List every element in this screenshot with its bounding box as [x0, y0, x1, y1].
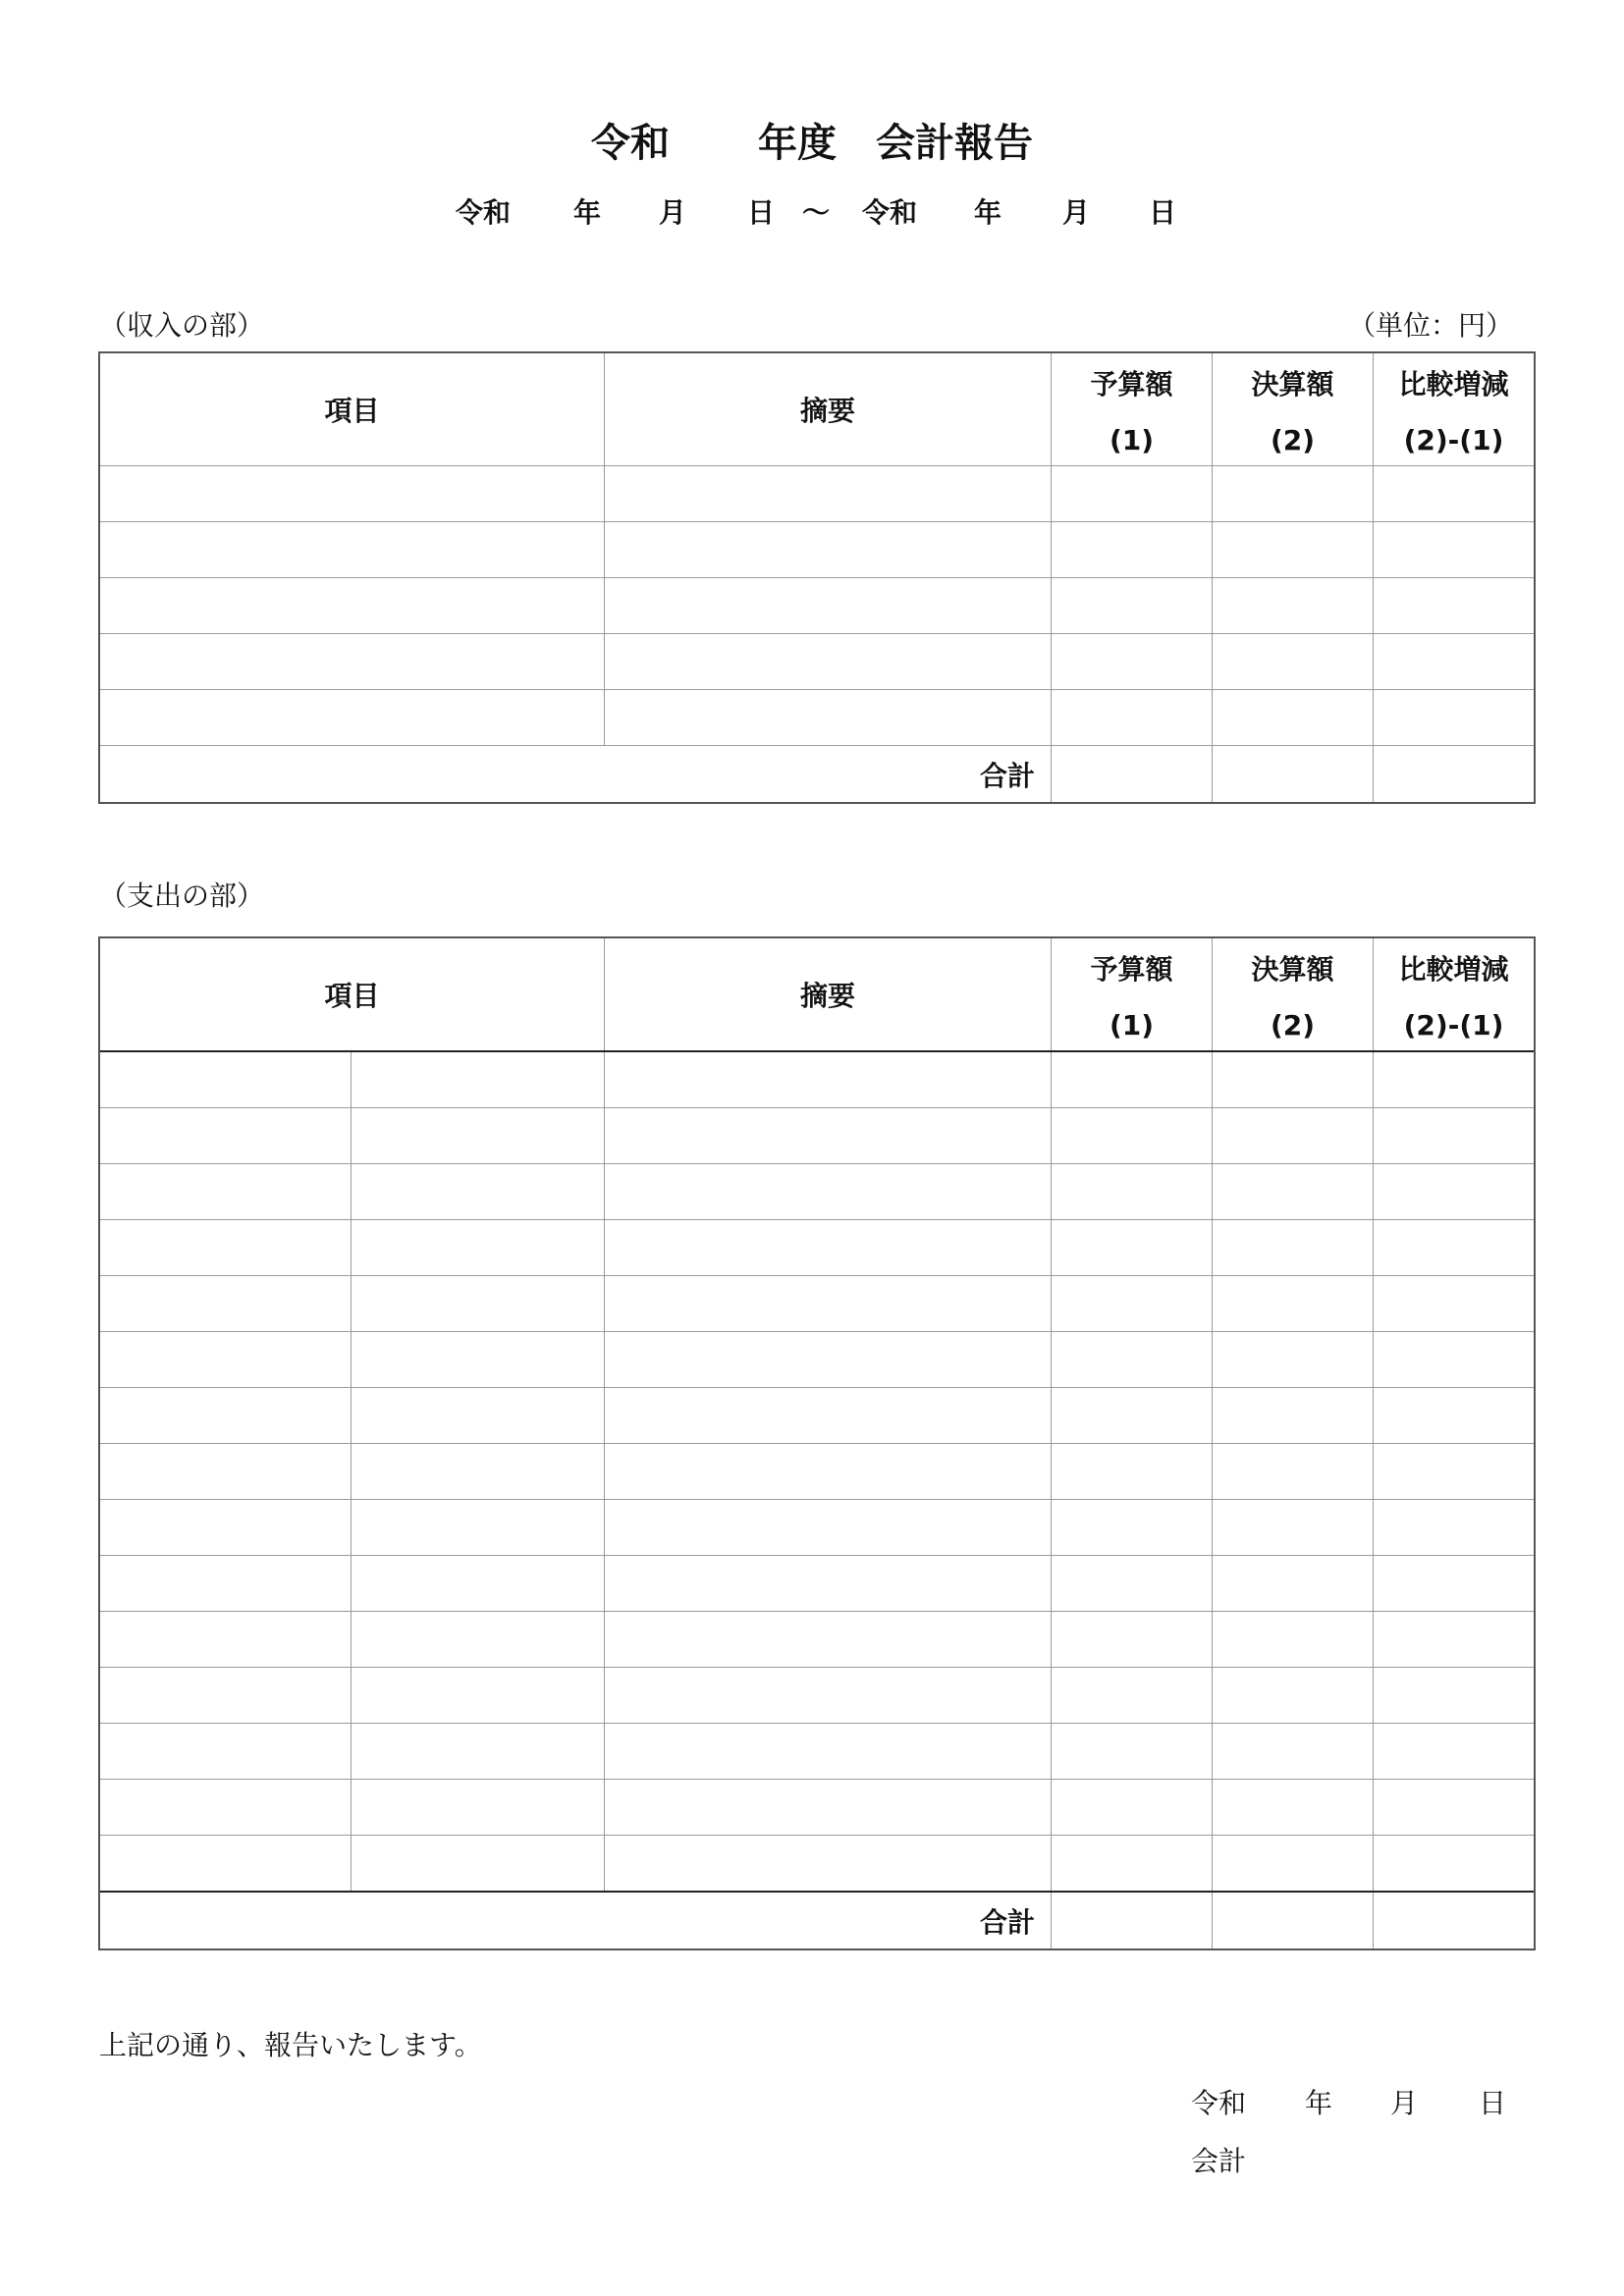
- footer-year: 年: [1305, 2087, 1333, 2119]
- expense-budget-cell[interactable]: [1052, 1108, 1213, 1164]
- period-era-end: 令和: [862, 196, 918, 229]
- expense-summary-cell[interactable]: [605, 1780, 1052, 1836]
- expense-category-cell[interactable]: [100, 1612, 352, 1668]
- income-actual-cell[interactable]: [1213, 466, 1374, 522]
- expense-summary-cell[interactable]: [605, 1724, 1052, 1780]
- expense-subitem-cell[interactable]: [352, 1836, 605, 1893]
- expense-diff-cell[interactable]: [1374, 1388, 1535, 1444]
- income-actual-cell[interactable]: [1213, 690, 1374, 746]
- expense-summary-cell[interactable]: [605, 1220, 1052, 1276]
- income-item-cell[interactable]: [100, 634, 605, 690]
- expense-subitem-cell[interactable]: [352, 1556, 605, 1612]
- income-summary-cell[interactable]: [605, 634, 1052, 690]
- expense-row: [100, 1332, 1535, 1388]
- expense-header-diff: 比較増減 (2)-(1): [1374, 938, 1535, 1052]
- income-diff-cell[interactable]: [1374, 578, 1535, 634]
- expense-row: [100, 1388, 1535, 1444]
- expense-category-cell[interactable]: [100, 1444, 352, 1500]
- income-budget-cell[interactable]: [1052, 466, 1213, 522]
- expense-row: [100, 1556, 1535, 1612]
- income-row: [100, 522, 1535, 578]
- expense-diff-cell[interactable]: [1374, 1668, 1535, 1724]
- expense-diff-cell[interactable]: [1374, 1612, 1535, 1668]
- expense-actual-cell[interactable]: [1213, 1276, 1374, 1332]
- expense-actual-cell[interactable]: [1213, 1556, 1374, 1612]
- expense-category-cell[interactable]: [100, 1836, 352, 1893]
- income-budget-cell[interactable]: [1052, 522, 1213, 578]
- expense-budget-cell[interactable]: [1052, 1612, 1213, 1668]
- expense-summary-cell[interactable]: [605, 1612, 1052, 1668]
- income-total-label: 合計: [100, 746, 1052, 803]
- expense-row: [100, 1276, 1535, 1332]
- expense-header-row: [100, 938, 1535, 1052]
- expense-diff-cell[interactable]: [1374, 1276, 1535, 1332]
- income-header-actual: 決算額 (2): [1213, 353, 1374, 466]
- expense-total-label: 合計: [100, 1892, 1052, 1949]
- expense-subitem-cell[interactable]: [352, 1220, 605, 1276]
- expense-budget-cell[interactable]: [1052, 1164, 1213, 1220]
- expense-summary-cell[interactable]: [605, 1388, 1052, 1444]
- expense-summary-cell[interactable]: [605, 1556, 1052, 1612]
- income-summary-cell[interactable]: [605, 690, 1052, 746]
- expense-row: [100, 1780, 1535, 1836]
- footer-era: 令和: [1191, 2087, 1247, 2119]
- income-row: [100, 578, 1535, 634]
- expense-total-budget[interactable]: [1052, 1892, 1213, 1949]
- expense-row: [100, 1836, 1535, 1893]
- expense-budget-cell[interactable]: [1052, 1332, 1213, 1388]
- expense-summary-cell[interactable]: [605, 1444, 1052, 1500]
- expense-budget-cell[interactable]: [1052, 1556, 1213, 1612]
- income-total-diff[interactable]: [1374, 746, 1535, 803]
- expense-category-cell[interactable]: [100, 1668, 352, 1724]
- period-day-start: 日: [747, 196, 776, 229]
- expense-category-cell[interactable]: [100, 1500, 352, 1556]
- expense-budget-cell[interactable]: [1052, 1668, 1213, 1724]
- expense-category-cell[interactable]: [100, 1220, 352, 1276]
- expense-diff-cell[interactable]: [1374, 1556, 1535, 1612]
- expense-header-budget: 予算額 (1): [1052, 938, 1213, 1052]
- expense-table: [99, 937, 1535, 1949]
- report-statement: 上記の通り、報告いたします。: [99, 2029, 482, 2061]
- income-header-diff: 比較増減 (2)-(1): [1374, 353, 1535, 466]
- expense-summary-cell[interactable]: [605, 1108, 1052, 1164]
- expense-budget-cell[interactable]: [1052, 1051, 1213, 1108]
- expense-budget-cell[interactable]: [1052, 1836, 1213, 1893]
- expense-budget-cell[interactable]: [1052, 1276, 1213, 1332]
- unit-label: （単位：円）: [1348, 309, 1514, 342]
- expense-budget-cell[interactable]: [1052, 1724, 1213, 1780]
- expense-diff-cell[interactable]: [1374, 1724, 1535, 1780]
- period-era-start: 令和: [456, 196, 512, 229]
- period-year-start: 年: [573, 196, 602, 229]
- period-day-end: 日: [1149, 196, 1177, 229]
- expense-diff-cell[interactable]: [1374, 1332, 1535, 1388]
- income-item-cell[interactable]: [100, 578, 605, 634]
- income-header-budget: 予算額 (1): [1052, 353, 1213, 466]
- expense-actual-cell[interactable]: [1213, 1444, 1374, 1500]
- expense-row: [100, 1220, 1535, 1276]
- expense-row: [100, 1444, 1535, 1500]
- income-budget-cell[interactable]: [1052, 690, 1213, 746]
- expense-diff-cell[interactable]: [1374, 1051, 1535, 1108]
- income-actual-cell[interactable]: [1213, 634, 1374, 690]
- expense-subitem-cell[interactable]: [352, 1444, 605, 1500]
- expense-total-actual[interactable]: [1213, 1892, 1374, 1949]
- income-table: [99, 352, 1535, 803]
- expense-subitem-cell[interactable]: [352, 1668, 605, 1724]
- expense-actual-cell[interactable]: [1213, 1500, 1374, 1556]
- expense-summary-cell[interactable]: [605, 1164, 1052, 1220]
- income-budget-cell[interactable]: [1052, 634, 1213, 690]
- expense-header-actual: 決算額 (2): [1213, 938, 1374, 1052]
- income-diff-cell[interactable]: [1374, 634, 1535, 690]
- expense-row: [100, 1724, 1535, 1780]
- expense-category-cell[interactable]: [100, 1051, 352, 1108]
- expense-actual-cell[interactable]: [1213, 1108, 1374, 1164]
- income-row: [100, 634, 1535, 690]
- expense-summary-cell[interactable]: [605, 1500, 1052, 1556]
- document-title: [0, 110, 1624, 169]
- expense-budget-cell[interactable]: [1052, 1500, 1213, 1556]
- expense-section-label: （支出の部）: [99, 880, 265, 912]
- expense-row: [100, 1051, 1535, 1108]
- expense-category-cell[interactable]: [100, 1108, 352, 1164]
- expense-actual-cell[interactable]: [1213, 1668, 1374, 1724]
- expense-diff-cell[interactable]: [1374, 1836, 1535, 1893]
- expense-row: [100, 1500, 1535, 1556]
- income-row: [100, 690, 1535, 746]
- income-header-item: 項目: [100, 353, 605, 466]
- expense-actual-cell[interactable]: [1213, 1612, 1374, 1668]
- income-budget-cell[interactable]: [1052, 578, 1213, 634]
- footer-role: 会計: [1191, 2145, 1247, 2177]
- title-text: 年度 会計報告: [758, 120, 1033, 166]
- expense-category-cell[interactable]: [100, 1164, 352, 1220]
- expense-subitem-cell[interactable]: [352, 1388, 605, 1444]
- expense-actual-cell[interactable]: [1213, 1220, 1374, 1276]
- expense-row: [100, 1612, 1535, 1668]
- expense-actual-cell[interactable]: [1213, 1724, 1374, 1780]
- expense-summary-cell[interactable]: [605, 1836, 1052, 1893]
- expense-row: [100, 1164, 1535, 1220]
- expense-diff-cell[interactable]: [1374, 1108, 1535, 1164]
- income-header-summary: 摘要: [605, 353, 1052, 466]
- income-item-cell[interactable]: [100, 466, 605, 522]
- income-actual-cell[interactable]: [1213, 578, 1374, 634]
- period-month-end: 月: [1062, 196, 1091, 229]
- expense-actual-cell[interactable]: [1213, 1388, 1374, 1444]
- expense-category-cell[interactable]: [100, 1556, 352, 1612]
- income-diff-cell[interactable]: [1374, 522, 1535, 578]
- expense-row: [100, 1108, 1535, 1164]
- period-month-start: 月: [659, 196, 687, 229]
- footer-month: 月: [1390, 2087, 1419, 2119]
- expense-subitem-cell[interactable]: [352, 1612, 605, 1668]
- expense-subitem-cell[interactable]: [352, 1164, 605, 1220]
- expense-budget-cell[interactable]: [1052, 1444, 1213, 1500]
- income-header-row: [100, 353, 1535, 466]
- expense-subitem-cell[interactable]: [352, 1780, 605, 1836]
- expense-actual-cell[interactable]: [1213, 1164, 1374, 1220]
- period-tilde: ～: [802, 196, 831, 229]
- expense-row: [100, 1668, 1535, 1724]
- income-section-label: （収入の部）: [99, 309, 265, 342]
- expense-subitem-cell[interactable]: [352, 1108, 605, 1164]
- expense-subitem-cell[interactable]: [352, 1276, 605, 1332]
- income-item-cell[interactable]: [100, 690, 605, 746]
- income-actual-cell[interactable]: [1213, 522, 1374, 578]
- expense-subitem-cell[interactable]: [352, 1724, 605, 1780]
- expense-diff-cell[interactable]: [1374, 1164, 1535, 1220]
- expense-actual-cell[interactable]: [1213, 1051, 1374, 1108]
- expense-total-diff[interactable]: [1374, 1892, 1535, 1949]
- income-total-row: [100, 746, 1535, 803]
- expense-diff-cell[interactable]: [1374, 1444, 1535, 1500]
- expense-budget-cell[interactable]: [1052, 1388, 1213, 1444]
- expense-subitem-cell[interactable]: [352, 1051, 605, 1108]
- expense-diff-cell[interactable]: [1374, 1500, 1535, 1556]
- income-item-cell[interactable]: [100, 522, 605, 578]
- expense-summary-cell[interactable]: [605, 1276, 1052, 1332]
- title-era: 令和: [591, 120, 670, 166]
- income-row: [100, 466, 1535, 522]
- expense-header-summary: 摘要: [605, 938, 1052, 1052]
- income-diff-cell[interactable]: [1374, 466, 1535, 522]
- expense-summary-cell[interactable]: [605, 1332, 1052, 1388]
- income-summary-cell[interactable]: [605, 466, 1052, 522]
- expense-category-cell[interactable]: [100, 1388, 352, 1444]
- footer-day: 日: [1479, 2087, 1507, 2119]
- period-year-end: 年: [974, 196, 1002, 229]
- income-total-budget[interactable]: [1052, 746, 1213, 803]
- income-total-actual[interactable]: [1213, 746, 1374, 803]
- expense-category-cell[interactable]: [100, 1724, 352, 1780]
- income-summary-cell[interactable]: [605, 522, 1052, 578]
- expense-category-cell[interactable]: [100, 1276, 352, 1332]
- expense-header-item: 項目: [100, 938, 605, 1052]
- expense-summary-cell[interactable]: [605, 1051, 1052, 1108]
- expense-actual-cell[interactable]: [1213, 1332, 1374, 1388]
- expense-actual-cell[interactable]: [1213, 1836, 1374, 1893]
- expense-summary-cell[interactable]: [605, 1668, 1052, 1724]
- income-diff-cell[interactable]: [1374, 690, 1535, 746]
- expense-subitem-cell[interactable]: [352, 1332, 605, 1388]
- expense-category-cell[interactable]: [100, 1780, 352, 1836]
- expense-diff-cell[interactable]: [1374, 1220, 1535, 1276]
- income-summary-cell[interactable]: [605, 578, 1052, 634]
- expense-category-cell[interactable]: [100, 1332, 352, 1388]
- expense-budget-cell[interactable]: [1052, 1220, 1213, 1276]
- expense-diff-cell[interactable]: [1374, 1780, 1535, 1836]
- expense-total-row: [100, 1892, 1535, 1949]
- expense-budget-cell[interactable]: [1052, 1780, 1213, 1836]
- expense-subitem-cell[interactable]: [352, 1500, 605, 1556]
- expense-actual-cell[interactable]: [1213, 1780, 1374, 1836]
- report-period: [0, 191, 1624, 231]
